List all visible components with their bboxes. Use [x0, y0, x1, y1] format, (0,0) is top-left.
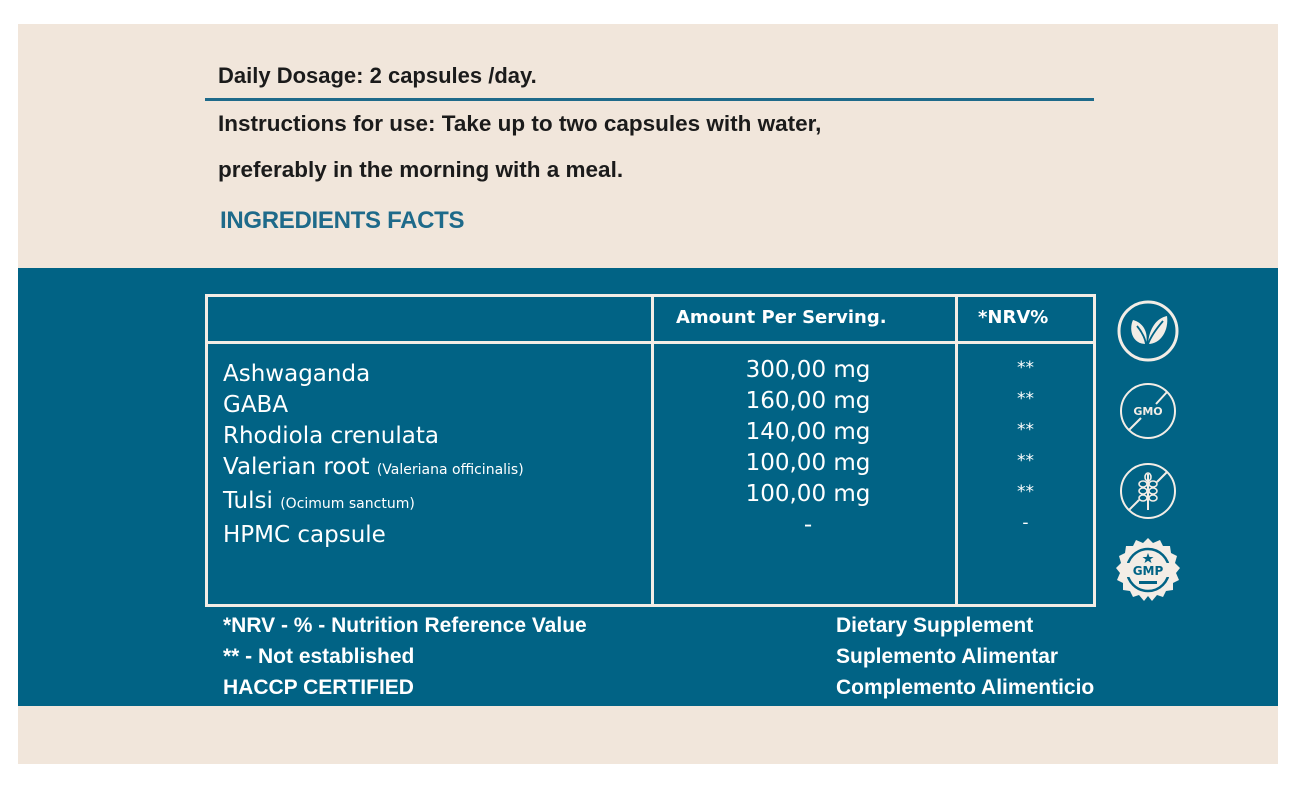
ingredient-names	[223, 359, 524, 551]
product-type-en: Dietary Supplement	[836, 614, 1034, 637]
product-type	[836, 610, 1094, 703]
daily-dosage: Daily Dosage: 2 capsules /day.	[218, 63, 537, 88]
nrv-cell: -	[1022, 513, 1029, 533]
amount-cell: -	[803, 512, 813, 538]
table-row	[223, 520, 524, 551]
gmp-seal-icon	[1110, 536, 1186, 606]
ingredient-latin: (Valeriana officinalis)	[376, 462, 524, 478]
section-title: INGREDIENTS FACTS	[220, 207, 465, 234]
label-panel	[18, 24, 1278, 764]
vegan-leaf-icon	[1110, 298, 1186, 364]
product-type-pt: Suplemento Alimentar	[836, 645, 1059, 668]
amount-cell: 160,00 mg	[745, 388, 871, 414]
instructions-line-2: preferably in the morning with a meal.	[218, 157, 624, 182]
nrv-cell: **	[1017, 482, 1034, 502]
no-gmo-icon	[1110, 380, 1186, 442]
ingredient-name: Tulsi	[223, 488, 273, 514]
divider	[205, 98, 1094, 101]
amount-column	[658, 355, 958, 541]
amount-cell: 300,00 mg	[745, 357, 871, 383]
table-row	[223, 421, 524, 452]
gluten-free-icon	[1110, 460, 1186, 522]
footnote-not-established: ** - Not established	[223, 645, 415, 668]
product-type-es: Complemento Alimenticio	[836, 676, 1095, 699]
nrv-cell: **	[1017, 389, 1034, 409]
footnotes	[223, 610, 587, 703]
nrv-cell: **	[1017, 451, 1034, 471]
table-row	[223, 359, 524, 390]
instructions-line-1: Instructions for use: Take up to two capsules with water,	[218, 111, 822, 136]
header-amount: Amount Per Serving.	[676, 307, 887, 328]
ingredient-latin: (Ocimum sanctum)	[280, 496, 415, 512]
table-row	[223, 390, 524, 421]
table-row	[223, 452, 524, 486]
ingredient-name: Ashwaganda	[223, 361, 371, 387]
column-divider	[651, 297, 654, 604]
ingredient-name: Rhodiola crenulata	[223, 423, 439, 449]
table-row	[223, 486, 524, 520]
amount-cell: 140,00 mg	[745, 419, 871, 445]
ingredients-band	[18, 268, 1278, 706]
ingredient-name: Valerian root	[223, 454, 370, 480]
ingredient-name: GABA	[223, 392, 289, 418]
gmp-label: GMP	[1132, 564, 1164, 578]
nrv-column	[958, 353, 1093, 539]
amount-cell: 100,00 mg	[745, 450, 871, 476]
amount-cell: 100,00 mg	[745, 481, 871, 507]
footnote-nrv: *NRV - % - Nutrition Reference Value	[223, 614, 587, 637]
gmo-label: GMO	[1133, 405, 1163, 418]
ingredients-table	[205, 294, 1096, 607]
footnote-haccp: HACCP CERTIFIED	[223, 676, 414, 699]
nrv-cell: **	[1017, 358, 1034, 378]
header-nrv: *NRV%	[978, 307, 1049, 328]
nrv-cell: **	[1017, 420, 1034, 440]
ingredient-name: HPMC capsule	[223, 522, 386, 548]
